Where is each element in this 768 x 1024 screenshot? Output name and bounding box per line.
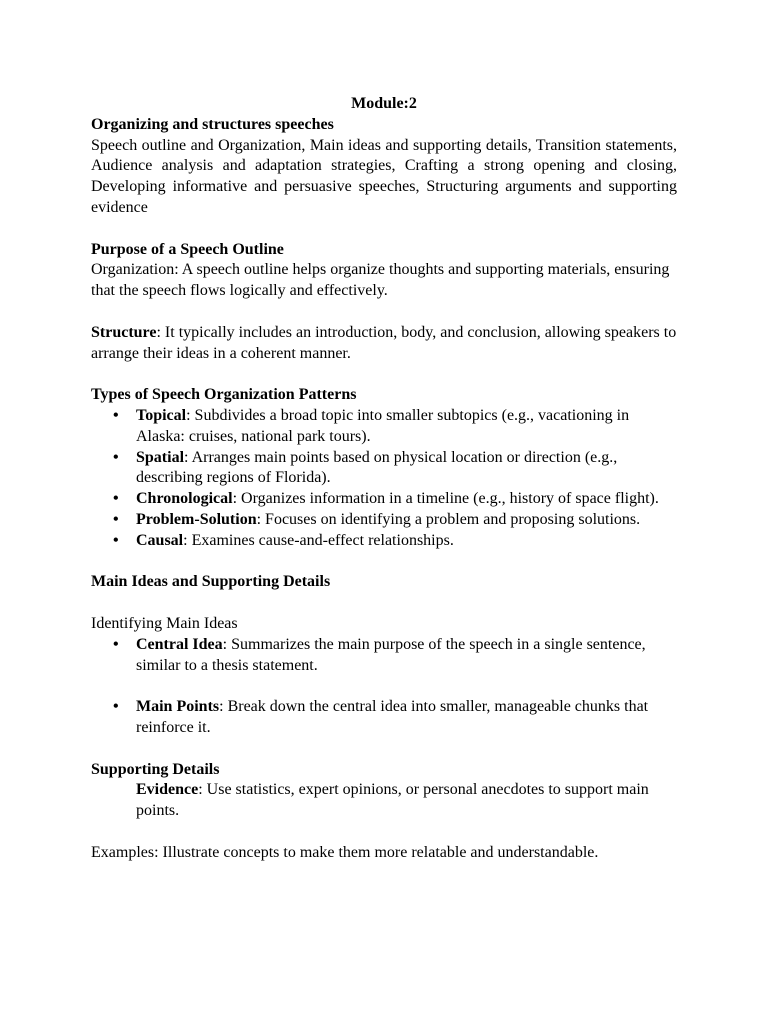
evidence-text: : Use statistics, expert opinions, or personal anecdotes to support main points. — [136, 781, 649, 820]
list-item-term: Central Idea — [136, 635, 223, 653]
main-points-list — [91, 697, 677, 739]
list-item-text: : Arranges main points based on physical location or direction (e.g., describing regions of Florida). — [136, 448, 618, 487]
list-item-text: : Subdivides a broad topic into smaller subtopics (e.g., vacationing in Alaska: cruises, national park tours). — [136, 406, 630, 445]
list-item-spatial — [91, 448, 677, 490]
structure-term: Structure — [91, 323, 157, 341]
structure-paragraph — [91, 323, 677, 365]
types-heading: Types of Speech Organization Patterns — [91, 386, 357, 404]
purpose-heading: Purpose of a Speech Outline — [91, 240, 284, 258]
supporting-heading: Supporting Details — [91, 760, 220, 778]
list-item-text: : Focuses on identifying a problem and proposing solutions. — [256, 510, 641, 528]
main-ideas-list — [91, 635, 677, 677]
list-item-term: Topical — [136, 406, 187, 424]
list-item-main-points — [91, 697, 677, 739]
list-item-text: : Examines cause-and-effect relationships. — [183, 531, 454, 549]
intro-paragraph: Speech outline and Organization, Main ideas and supporting details, Transition statements, Audience analysis and adaptation strategies, Crafting a strong opening and closing, Developing informative and persuasive speeches, Structuring arguments and supporting evidence — [91, 136, 677, 216]
organization-paragraph: Organization: A speech outline helps organize thoughts and supporting materials, ensuring that the speech flows logically and effectively. — [91, 261, 670, 300]
section-heading: Organizing and structures speeches — [91, 115, 334, 133]
list-item-problem-solution — [91, 510, 677, 531]
structure-text: : It typically includes an introduction, body, and conclusion, allowing speakers to arrange their ideas in a coherent manner. — [91, 323, 677, 362]
module-title: Module:2 — [351, 95, 417, 112]
list-item-causal — [91, 531, 677, 552]
list-item-term: Main Points — [136, 698, 220, 716]
document-body — [91, 94, 677, 863]
types-list — [91, 406, 677, 552]
list-item-term: Spatial — [136, 448, 185, 466]
list-item-central-idea — [91, 635, 677, 677]
examples-paragraph: Examples: Illustrate concepts to make them more relatable and understandable. — [91, 843, 599, 861]
list-item-text: : Organizes information in a timeline (e.g., history of space flight). — [232, 490, 659, 508]
evidence-paragraph — [91, 780, 677, 822]
list-item-term: Causal — [136, 531, 184, 549]
list-item-topical — [91, 406, 677, 448]
list-item-text: : Summarizes the main purpose of the speech in a single sentence, similar to a thesis statement. — [136, 635, 646, 674]
list-item-text: : Break down the central idea into smaller, manageable chunks that reinforce it. — [136, 698, 649, 736]
main-ideas-subheading: Identifying Main Ideas — [91, 614, 238, 632]
list-item-term: Chronological — [136, 490, 233, 508]
main-ideas-heading: Main Ideas and Supporting Details — [91, 573, 331, 591]
list-item-chronological — [91, 489, 677, 510]
list-item-term: Problem-Solution — [136, 510, 257, 528]
evidence-term: Evidence — [136, 781, 199, 799]
